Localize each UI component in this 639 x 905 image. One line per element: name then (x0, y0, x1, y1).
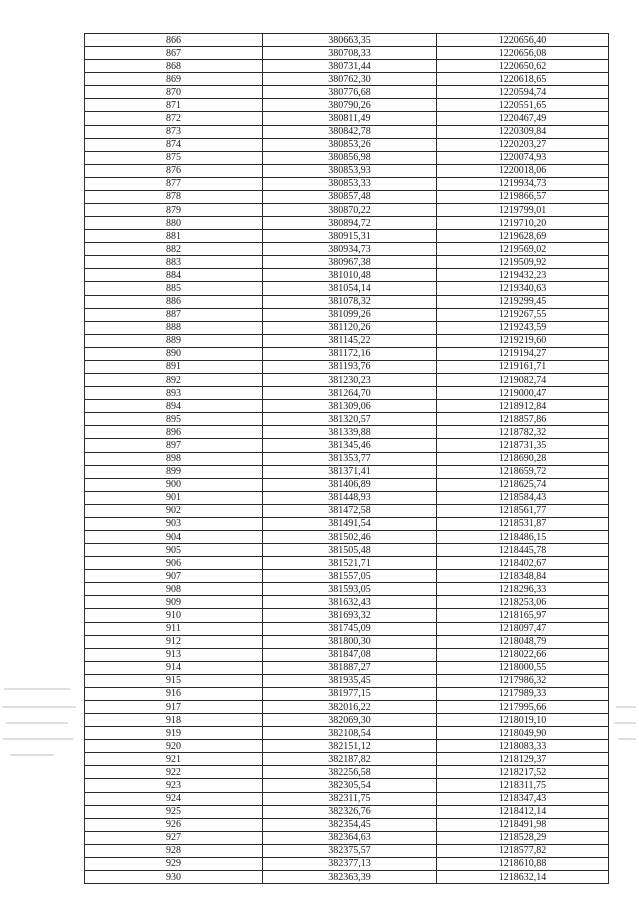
x-coordinate-cell: 381935,45 (263, 674, 437, 687)
x-coordinate-cell: 381521,71 (263, 557, 437, 570)
x-coordinate-cell: 381632,43 (263, 596, 437, 609)
table-row (85, 256, 609, 269)
x-coordinate-cell: 382363,39 (263, 871, 437, 884)
table-row (85, 714, 609, 727)
point-number-cell: 887 (85, 308, 263, 321)
x-coordinate-cell: 381745,09 (263, 622, 437, 635)
x-coordinate-cell: 380894,72 (263, 217, 437, 230)
point-number-cell: 870 (85, 86, 263, 99)
point-number-cell: 882 (85, 243, 263, 256)
y-coordinate-cell: 1219161,71 (437, 360, 609, 373)
table-row (85, 844, 609, 857)
y-coordinate-cell: 1219710,20 (437, 217, 609, 230)
point-number-cell: 894 (85, 400, 263, 413)
y-coordinate-cell: 1218083,33 (437, 740, 609, 753)
point-number-cell: 914 (85, 661, 263, 674)
point-number-cell: 930 (85, 871, 263, 884)
table-row (85, 125, 609, 138)
y-coordinate-cell: 1218857,86 (437, 413, 609, 426)
y-coordinate-cell: 1220650,62 (437, 60, 609, 73)
point-number-cell: 884 (85, 269, 263, 282)
point-number-cell: 885 (85, 282, 263, 295)
table-row (85, 73, 609, 86)
y-coordinate-cell: 1218625,74 (437, 478, 609, 491)
y-coordinate-cell: 1219243,59 (437, 321, 609, 334)
y-coordinate-cell: 1218561,77 (437, 504, 609, 517)
x-coordinate-cell: 381505,48 (263, 544, 437, 557)
point-number-cell: 910 (85, 609, 263, 622)
y-coordinate-cell: 1218528,29 (437, 831, 609, 844)
table-row (85, 34, 609, 47)
point-number-cell: 896 (85, 426, 263, 439)
y-coordinate-cell: 1218217,52 (437, 766, 609, 779)
point-number-cell: 893 (85, 387, 263, 400)
x-coordinate-cell: 380663,35 (263, 34, 437, 47)
y-coordinate-cell: 1218049,90 (437, 727, 609, 740)
point-number-cell: 922 (85, 766, 263, 779)
table-row (85, 504, 609, 517)
y-coordinate-cell: 1218019,10 (437, 714, 609, 727)
point-number-cell: 895 (85, 413, 263, 426)
point-number-cell: 906 (85, 557, 263, 570)
scan-smudge-right (614, 722, 636, 724)
table-row (85, 138, 609, 151)
table-row (85, 530, 609, 543)
table-row (85, 151, 609, 164)
x-coordinate-cell: 380708,33 (263, 47, 437, 60)
x-coordinate-cell: 380856,98 (263, 151, 437, 164)
point-number-cell: 918 (85, 714, 263, 727)
point-number-cell: 907 (85, 570, 263, 583)
x-coordinate-cell: 381010,48 (263, 269, 437, 282)
x-coordinate-cell: 382069,30 (263, 714, 437, 727)
point-number-cell: 928 (85, 844, 263, 857)
point-number-cell: 919 (85, 727, 263, 740)
table-row (85, 544, 609, 557)
y-coordinate-cell: 1217995,66 (437, 700, 609, 713)
table-row (85, 400, 609, 413)
point-number-cell: 924 (85, 792, 263, 805)
point-number-cell: 880 (85, 217, 263, 230)
x-coordinate-cell: 381345,46 (263, 439, 437, 452)
y-coordinate-cell: 1218022,66 (437, 648, 609, 661)
point-number-cell: 867 (85, 47, 263, 60)
table-row (85, 635, 609, 648)
table-row (85, 805, 609, 818)
x-coordinate-cell: 382377,13 (263, 857, 437, 870)
point-number-cell: 897 (85, 439, 263, 452)
y-coordinate-cell: 1218296,33 (437, 583, 609, 596)
scan-smudge-right (618, 738, 636, 740)
point-number-cell: 873 (85, 125, 263, 138)
point-number-cell: 903 (85, 517, 263, 530)
table-row (85, 465, 609, 478)
point-number-cell: 911 (85, 622, 263, 635)
x-coordinate-cell: 382311,75 (263, 792, 437, 805)
y-coordinate-cell: 1220018,06 (437, 164, 609, 177)
table-row (85, 99, 609, 112)
point-number-cell: 904 (85, 530, 263, 543)
table-row (85, 164, 609, 177)
y-coordinate-cell: 1218632,14 (437, 871, 609, 884)
table-row (85, 60, 609, 73)
y-coordinate-cell: 1218253,06 (437, 596, 609, 609)
point-number-cell: 874 (85, 138, 263, 151)
table-row (85, 230, 609, 243)
point-number-cell: 912 (85, 635, 263, 648)
y-coordinate-cell: 1218412,14 (437, 805, 609, 818)
table-row (85, 47, 609, 60)
y-coordinate-cell: 1217986,32 (437, 674, 609, 687)
y-coordinate-cell: 1218531,87 (437, 517, 609, 530)
y-coordinate-cell: 1218445,78 (437, 544, 609, 557)
x-coordinate-cell: 381054,14 (263, 282, 437, 295)
y-coordinate-cell: 1219569,02 (437, 243, 609, 256)
point-number-cell: 927 (85, 831, 263, 844)
table-row (85, 766, 609, 779)
point-number-cell: 916 (85, 687, 263, 700)
coordinates-table (84, 33, 609, 884)
y-coordinate-cell: 1219866,57 (437, 190, 609, 203)
y-coordinate-cell: 1218097,47 (437, 622, 609, 635)
y-coordinate-cell: 1220551,65 (437, 99, 609, 112)
table-row (85, 570, 609, 583)
x-coordinate-cell: 381145,22 (263, 334, 437, 347)
table-row (85, 700, 609, 713)
table-row (85, 753, 609, 766)
point-number-cell: 872 (85, 112, 263, 125)
y-coordinate-cell: 1220594,74 (437, 86, 609, 99)
x-coordinate-cell: 381078,32 (263, 295, 437, 308)
x-coordinate-cell: 380790,26 (263, 99, 437, 112)
x-coordinate-cell: 381557,05 (263, 570, 437, 583)
scan-smudge-right (616, 706, 636, 708)
x-coordinate-cell: 381320,57 (263, 413, 437, 426)
table-row (85, 857, 609, 870)
x-coordinate-cell: 382375,57 (263, 844, 437, 857)
point-number-cell: 881 (85, 230, 263, 243)
coordinates-table-body (85, 34, 609, 884)
point-number-cell: 878 (85, 190, 263, 203)
y-coordinate-cell: 1218348,84 (437, 570, 609, 583)
y-coordinate-cell: 1220656,08 (437, 47, 609, 60)
x-coordinate-cell: 381264,70 (263, 387, 437, 400)
y-coordinate-cell: 1218311,75 (437, 779, 609, 792)
x-coordinate-cell: 380853,33 (263, 177, 437, 190)
x-coordinate-cell: 381309,06 (263, 400, 437, 413)
x-coordinate-cell: 382151,12 (263, 740, 437, 753)
scan-smudge-left (2, 706, 76, 708)
y-coordinate-cell: 1218782,32 (437, 426, 609, 439)
table-row (85, 112, 609, 125)
table-row (85, 648, 609, 661)
table-row (85, 177, 609, 190)
y-coordinate-cell: 1219432,23 (437, 269, 609, 282)
x-coordinate-cell: 380857,48 (263, 190, 437, 203)
point-number-cell: 888 (85, 321, 263, 334)
point-number-cell: 900 (85, 478, 263, 491)
point-number-cell: 898 (85, 452, 263, 465)
x-coordinate-cell: 381593,05 (263, 583, 437, 596)
y-coordinate-cell: 1220467,49 (437, 112, 609, 125)
y-coordinate-cell: 1218486,15 (437, 530, 609, 543)
y-coordinate-cell: 1220203,27 (437, 138, 609, 151)
table-row (85, 269, 609, 282)
point-number-cell: 869 (85, 73, 263, 86)
y-coordinate-cell: 1220074,93 (437, 151, 609, 164)
table-row (85, 204, 609, 217)
y-coordinate-cell: 1218129,37 (437, 753, 609, 766)
x-coordinate-cell: 381371,41 (263, 465, 437, 478)
x-coordinate-cell: 381847,08 (263, 648, 437, 661)
point-number-cell: 892 (85, 374, 263, 387)
point-number-cell: 920 (85, 740, 263, 753)
y-coordinate-cell: 1218912,84 (437, 400, 609, 413)
x-coordinate-cell: 380915,31 (263, 230, 437, 243)
y-coordinate-cell: 1218690,28 (437, 452, 609, 465)
table-row (85, 831, 609, 844)
table-row (85, 727, 609, 740)
x-coordinate-cell: 382326,76 (263, 805, 437, 818)
y-coordinate-cell: 1219934,73 (437, 177, 609, 190)
x-coordinate-cell: 380776,68 (263, 86, 437, 99)
table-row (85, 190, 609, 203)
y-coordinate-cell: 1219628,69 (437, 230, 609, 243)
point-number-cell: 883 (85, 256, 263, 269)
x-coordinate-cell: 381193,76 (263, 360, 437, 373)
y-coordinate-cell: 1220309,84 (437, 125, 609, 138)
table-row (85, 674, 609, 687)
x-coordinate-cell: 380870,22 (263, 204, 437, 217)
point-number-cell: 875 (85, 151, 263, 164)
point-number-cell: 902 (85, 504, 263, 517)
point-number-cell: 886 (85, 295, 263, 308)
table-row (85, 347, 609, 360)
y-coordinate-cell: 1218610,88 (437, 857, 609, 870)
table-row (85, 740, 609, 753)
y-coordinate-cell: 1218659,72 (437, 465, 609, 478)
table-row (85, 243, 609, 256)
table-row (85, 426, 609, 439)
x-coordinate-cell: 380811,49 (263, 112, 437, 125)
point-number-cell: 866 (85, 34, 263, 47)
point-number-cell: 891 (85, 360, 263, 373)
y-coordinate-cell: 1218731,35 (437, 439, 609, 452)
point-number-cell: 925 (85, 805, 263, 818)
x-coordinate-cell: 382016,22 (263, 700, 437, 713)
table-row (85, 360, 609, 373)
table-row (85, 871, 609, 884)
point-number-cell: 909 (85, 596, 263, 609)
x-coordinate-cell: 382354,45 (263, 818, 437, 831)
y-coordinate-cell: 1219299,45 (437, 295, 609, 308)
table-row (85, 517, 609, 530)
point-number-cell: 929 (85, 857, 263, 870)
x-coordinate-cell: 381800,30 (263, 635, 437, 648)
y-coordinate-cell: 1219194,27 (437, 347, 609, 360)
table-row (85, 295, 609, 308)
point-number-cell: 908 (85, 583, 263, 596)
table-row (85, 687, 609, 700)
y-coordinate-cell: 1218000,55 (437, 661, 609, 674)
table-row (85, 583, 609, 596)
x-coordinate-cell: 381502,46 (263, 530, 437, 543)
point-number-cell: 879 (85, 204, 263, 217)
table-row (85, 478, 609, 491)
x-coordinate-cell: 382108,54 (263, 727, 437, 740)
table-row (85, 439, 609, 452)
point-number-cell: 871 (85, 99, 263, 112)
scan-smudge-left (3, 738, 73, 740)
table-row (85, 321, 609, 334)
point-number-cell: 917 (85, 700, 263, 713)
table-row (85, 413, 609, 426)
y-coordinate-cell: 1219082,74 (437, 374, 609, 387)
x-coordinate-cell: 380842,78 (263, 125, 437, 138)
point-number-cell: 889 (85, 334, 263, 347)
point-number-cell: 899 (85, 465, 263, 478)
x-coordinate-cell: 380762,30 (263, 73, 437, 86)
x-coordinate-cell: 381491,54 (263, 517, 437, 530)
y-coordinate-cell: 1218577,82 (437, 844, 609, 857)
point-number-cell: 915 (85, 674, 263, 687)
x-coordinate-cell: 381406,89 (263, 478, 437, 491)
table-row (85, 491, 609, 504)
scan-smudge-left (6, 722, 68, 724)
table-row (85, 609, 609, 622)
table-row (85, 308, 609, 321)
x-coordinate-cell: 380853,26 (263, 138, 437, 151)
x-coordinate-cell: 381977,15 (263, 687, 437, 700)
table-row (85, 282, 609, 295)
y-coordinate-cell: 1219000,47 (437, 387, 609, 400)
y-coordinate-cell: 1220618,65 (437, 73, 609, 86)
y-coordinate-cell: 1218584,43 (437, 491, 609, 504)
table-row (85, 818, 609, 831)
y-coordinate-cell: 1217989,33 (437, 687, 609, 700)
table-row (85, 792, 609, 805)
table-row (85, 86, 609, 99)
table-row (85, 217, 609, 230)
table-row (85, 779, 609, 792)
point-number-cell: 877 (85, 177, 263, 190)
x-coordinate-cell: 380731,44 (263, 60, 437, 73)
y-coordinate-cell: 1219267,55 (437, 308, 609, 321)
y-coordinate-cell: 1218347,43 (437, 792, 609, 805)
point-number-cell: 905 (85, 544, 263, 557)
table-row (85, 622, 609, 635)
y-coordinate-cell: 1219340,63 (437, 282, 609, 295)
point-number-cell: 876 (85, 164, 263, 177)
table-row (85, 374, 609, 387)
point-number-cell: 926 (85, 818, 263, 831)
table-row (85, 452, 609, 465)
x-coordinate-cell: 381099,26 (263, 308, 437, 321)
table-row (85, 557, 609, 570)
table-row (85, 387, 609, 400)
x-coordinate-cell: 382364,63 (263, 831, 437, 844)
x-coordinate-cell: 382305,54 (263, 779, 437, 792)
x-coordinate-cell: 381120,26 (263, 321, 437, 334)
x-coordinate-cell: 381472,58 (263, 504, 437, 517)
x-coordinate-cell: 381339,88 (263, 426, 437, 439)
point-number-cell: 913 (85, 648, 263, 661)
x-coordinate-cell: 381230,23 (263, 374, 437, 387)
y-coordinate-cell: 1218048,79 (437, 635, 609, 648)
table-row (85, 334, 609, 347)
x-coordinate-cell: 381693,32 (263, 609, 437, 622)
point-number-cell: 923 (85, 779, 263, 792)
y-coordinate-cell: 1218165,97 (437, 609, 609, 622)
point-number-cell: 890 (85, 347, 263, 360)
x-coordinate-cell: 380853,93 (263, 164, 437, 177)
x-coordinate-cell: 381172,16 (263, 347, 437, 360)
x-coordinate-cell: 381353,77 (263, 452, 437, 465)
x-coordinate-cell: 381448,93 (263, 491, 437, 504)
table-row (85, 661, 609, 674)
x-coordinate-cell: 380967,38 (263, 256, 437, 269)
point-number-cell: 921 (85, 753, 263, 766)
x-coordinate-cell: 380934,73 (263, 243, 437, 256)
y-coordinate-cell: 1219219,60 (437, 334, 609, 347)
point-number-cell: 901 (85, 491, 263, 504)
table-row (85, 596, 609, 609)
point-number-cell: 868 (85, 60, 263, 73)
y-coordinate-cell: 1218402,67 (437, 557, 609, 570)
x-coordinate-cell: 382256,58 (263, 766, 437, 779)
y-coordinate-cell: 1218491,98 (437, 818, 609, 831)
y-coordinate-cell: 1219509,92 (437, 256, 609, 269)
y-coordinate-cell: 1220656,40 (437, 34, 609, 47)
x-coordinate-cell: 382187,82 (263, 753, 437, 766)
x-coordinate-cell: 381887,27 (263, 661, 437, 674)
scan-smudge-left (4, 688, 70, 690)
scan-smudge-left (10, 754, 54, 756)
y-coordinate-cell: 1219799,01 (437, 204, 609, 217)
